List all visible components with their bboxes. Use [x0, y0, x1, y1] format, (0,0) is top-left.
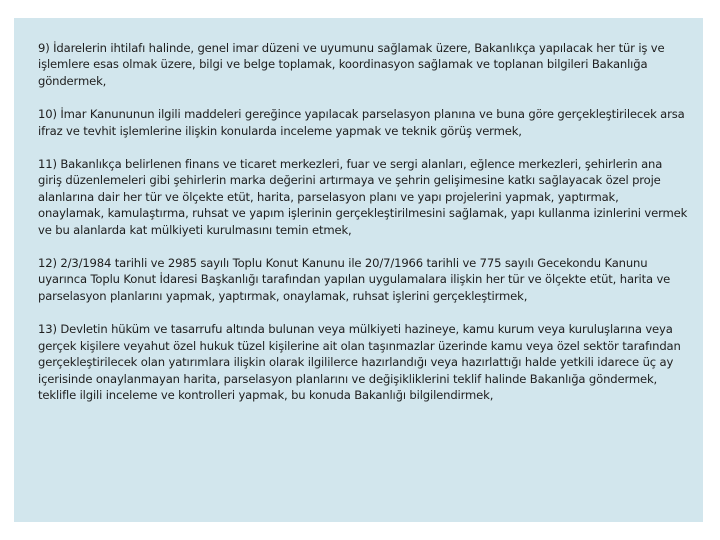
paragraph-item-10: 10) İmar Kanununun ilgili maddeleri gereğince yapılacak parselasyon planına ve buna göre gerçekleştirilecek arsa ifraz ve tevhit işlemlerine ilişkin konularda inceleme yapmak ve teknik görüş vermek,: [38, 107, 685, 138]
paragraph-item-11: 11) Bakanlıkça belirlenen finans ve ticaret merkezleri, fuar ve sergi alanları, eğlence merkezleri, şehirlerin ana giriş düzenlemeleri gibi şehirlerin marka değerini artırmaya ve şehrin gelişimesine katkı sağlayacak özel proje alanlarına dair her tür ve ölçekte etüt, harita, parselasyon planı ve yapı projelerini yapmak, yaptırmak, onaylamak, kamulaştırma, ruhsat ve yapım işlerinin gerçekleştirilmesini sağlamak, yapı kullanma izinlerini vermek ve bu alanlarda kat mülkiyeti kurulmasını temin etmek,: [38, 157, 688, 237]
text-body: [38, 40, 688, 420]
paragraph-item-13: 13) Devletin hüküm ve tasarrufu altında bulunan veya mülkiyeti hazineye, kamu kurum veya kuruluşlarına veya gerçek kişilere veyahut özel hukuk tüzel kişilerine ait olan taşınmazlar üzerinde kamu veya özel sektör tarafından gerçekleştirilecek olan yatırımlara ilişkin olarak ilgililerce hazırlandığı veya hazırlattığı halde yetkili idarece üç ay içerisinde onaylanmayan harita, parselasyon planlarını ve değişikliklerini teklif halinde Bakanlığa göndermek, teklifle ilgili inceleme ve kontrolleri yapmak, bu konuda Bakanlığı bilgilendirmek,: [38, 322, 681, 402]
paragraph-item-9: 9) İdarelerin ihtilafı halinde, genel imar düzeni ve uyumunu sağlamak üzere, Bakanlıkça yapılacak her tür iş ve işlemlere esas olmak üzere, bilgi ve belge toplamak, koordinasyon sağlamak ve toplanan bilgileri Bakanlığa göndermek,: [38, 41, 665, 88]
paragraph-item-12: 12) 2/3/1984 tarihli ve 2985 sayılı Toplu Konut Kanunu ile 20/7/1966 tarihli ve 775 sayılı Gecekondu Kanunu uyarınca Toplu Konut İdaresi Başkanlığı tarafından yapılan uygulamalara ilişkin her tür ve ölçekte etüt, harita ve parselasyon planlarını yapmak, yaptırmak, onaylamak, ruhsat işlerini gerçekleştirmek,: [38, 256, 671, 303]
